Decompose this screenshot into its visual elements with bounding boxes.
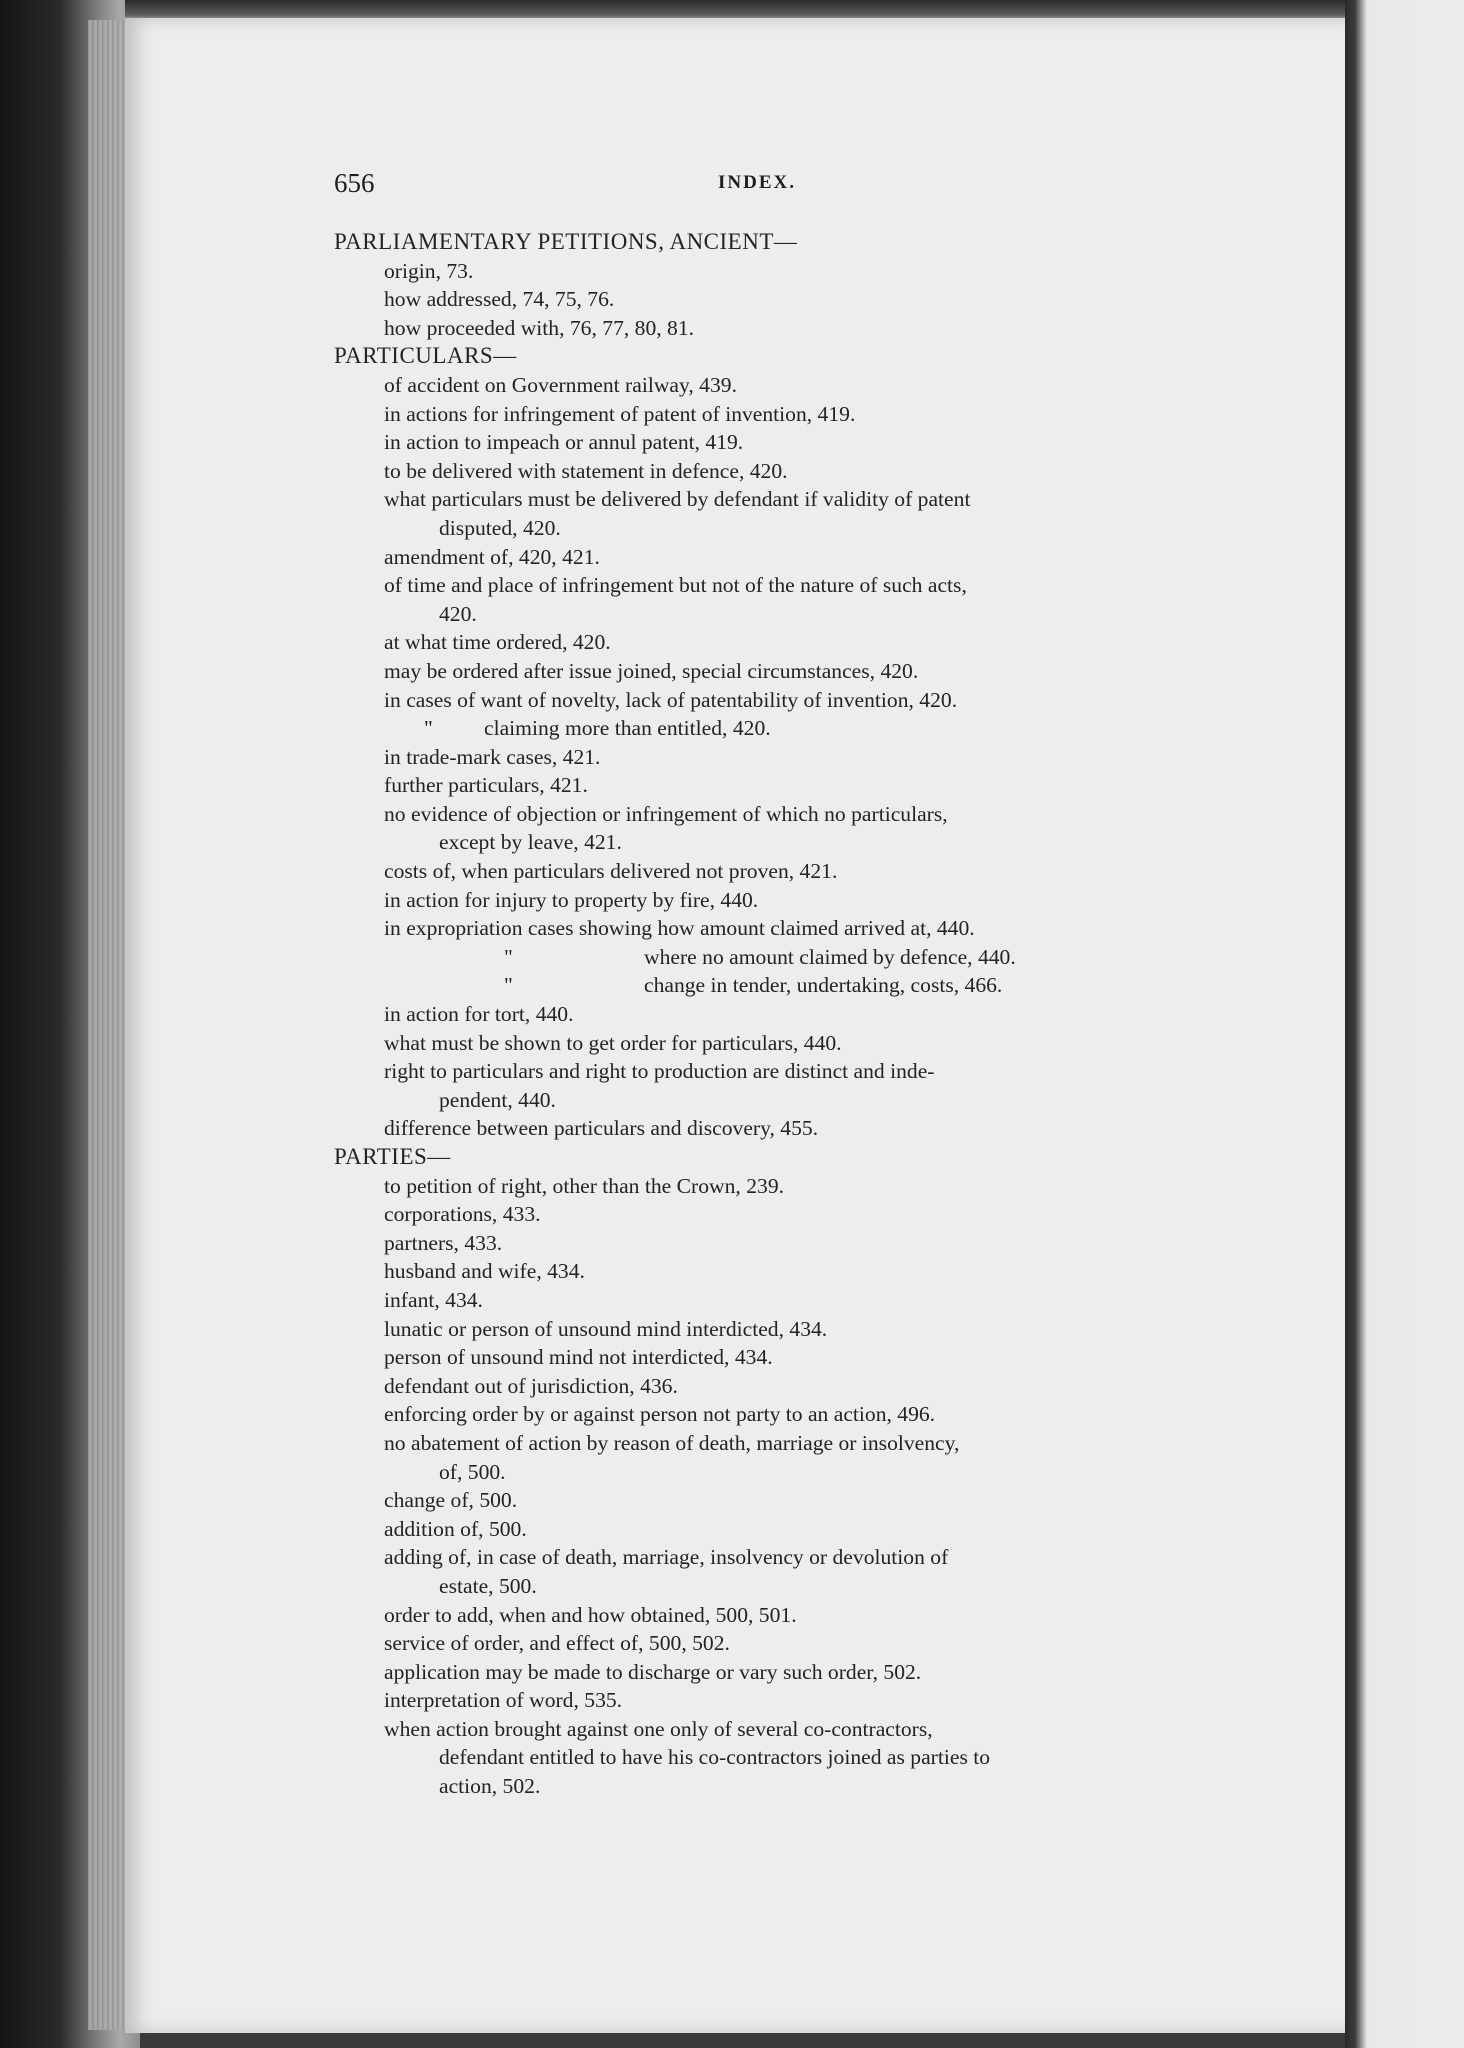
- index-entry: application may be made to discharge or vary such order, 502.: [384, 1659, 922, 1684]
- index-entry: to be delivered with statement in defence, 420.: [384, 458, 788, 483]
- index-entry: what particulars must be delivered by defendant if validity of patent: [384, 487, 971, 512]
- index-entry: person of unsound mind not interdicted, 434.: [384, 1345, 773, 1370]
- index-entry: in action for injury to property by fire, 440.: [384, 887, 759, 912]
- index-entry: [334, 943, 1204, 972]
- index-entry-text: where no amount claimed by defence, 440.: [644, 944, 1016, 969]
- index-entry: no abatement of action by reason of death, marriage or insolvency,: [384, 1430, 960, 1455]
- index-entry-continuation: disputed, 420.: [439, 515, 561, 540]
- index-entry: enforcing order by or against person not party to an action, 496.: [384, 1402, 936, 1427]
- index-entry: no evidence of objection or infringement of which no particulars,: [384, 801, 948, 826]
- index-entry-text: claiming more than entitled, 420.: [484, 716, 771, 741]
- index-heading: PARTIES—: [334, 1144, 451, 1169]
- index-heading: PARTICULARS—: [334, 343, 517, 369]
- index-entry: right to particulars and right to production are distinct and inde-: [384, 1059, 935, 1084]
- index-entry-continuation: of, 500.: [439, 1459, 506, 1484]
- page-number: 656: [334, 168, 375, 198]
- index-entry: infant, 434.: [384, 1287, 483, 1312]
- page-header: [334, 168, 1204, 202]
- index-entry: may be ordered after issue joined, special circumstances, 420.: [384, 658, 919, 683]
- index-entry: in actions for infringement of patent of invention, 419.: [384, 401, 856, 426]
- index-entry: in action for tort, 440.: [384, 1002, 574, 1027]
- index-entry: service of order, and effect of, 500, 502.: [384, 1631, 730, 1656]
- index-entry: amendment of, 420, 421.: [384, 544, 600, 569]
- index-entry: corporations, 433.: [384, 1202, 541, 1227]
- index-entry: in trade-mark cases, 421.: [384, 744, 601, 769]
- ditto-mark: ": [424, 716, 433, 741]
- index-entry: partners, 433.: [384, 1230, 503, 1255]
- index-entry: to petition of right, other than the Crown, 239.: [384, 1173, 785, 1198]
- ditto-mark: ": [504, 973, 513, 998]
- index-entry: in cases of want of novelty, lack of patentability of invention, 420.: [384, 687, 958, 712]
- index-entry: origin, 73.: [384, 258, 474, 283]
- index-entry: [334, 971, 1204, 1000]
- index-entry: how proceeded with, 76, 77, 80, 81.: [384, 315, 695, 340]
- running-title: INDEX.: [718, 172, 796, 193]
- index-entry: when action brought against one only of several co-contractors,: [384, 1716, 933, 1741]
- index-entry: at what time ordered, 420.: [384, 630, 611, 655]
- index-entry: what must be shown to get order for particulars, 440.: [384, 1030, 842, 1055]
- index-entry: in expropriation cases showing how amount claimed arrived at, 440.: [384, 916, 975, 941]
- index-entry: of accident on Government railway, 439.: [384, 372, 737, 397]
- index-list: [334, 228, 1204, 1801]
- index-entry: change of, 500.: [384, 1488, 518, 1513]
- index-entry: interpretation of word, 535.: [384, 1688, 623, 1713]
- ditto-mark: ": [504, 944, 513, 969]
- index-entry: lunatic or person of unsound mind interdicted, 434.: [384, 1316, 828, 1341]
- index-entry: order to add, when and how obtained, 500, 501.: [384, 1602, 797, 1627]
- index-entry: addition of, 500.: [384, 1516, 527, 1541]
- index-heading: PARLIAMENTARY PETITIONS, ANCIENT—: [334, 229, 798, 254]
- index-entry: [334, 714, 1204, 743]
- index-entry: husband and wife, 434.: [384, 1259, 585, 1284]
- index-entry: costs of, when particulars delivered not proven, 421.: [384, 859, 838, 884]
- index-entry: adding of, in case of death, marriage, insolvency or devolution of: [384, 1545, 949, 1570]
- index-entry-continuation: estate, 500.: [439, 1573, 537, 1598]
- index-entry: in action to impeach or annul patent, 419.: [384, 430, 744, 455]
- index-entry-text: change in tender, undertaking, costs, 466.: [644, 973, 1003, 998]
- index-entry: defendant out of jurisdiction, 436.: [384, 1373, 678, 1398]
- index-entry-continuation: except by leave, 421.: [439, 830, 622, 855]
- facing-page-edge: [1345, 0, 1464, 2048]
- index-entry-continuation: 420.: [439, 601, 477, 626]
- index-entry: of time and place of infringement but not of the nature of such acts,: [384, 573, 967, 598]
- index-entry: how addressed, 74, 75, 76.: [384, 287, 615, 312]
- index-entry-continuation: pendent, 440.: [439, 1087, 556, 1112]
- index-entry: further particulars, 421.: [384, 773, 588, 798]
- index-entry: difference between particulars and discovery, 455.: [384, 1116, 819, 1141]
- index-entry-continuation: action, 502.: [439, 1774, 541, 1799]
- index-entry-continuation: defendant entitled to have his co-contractors joined as parties to: [439, 1745, 991, 1770]
